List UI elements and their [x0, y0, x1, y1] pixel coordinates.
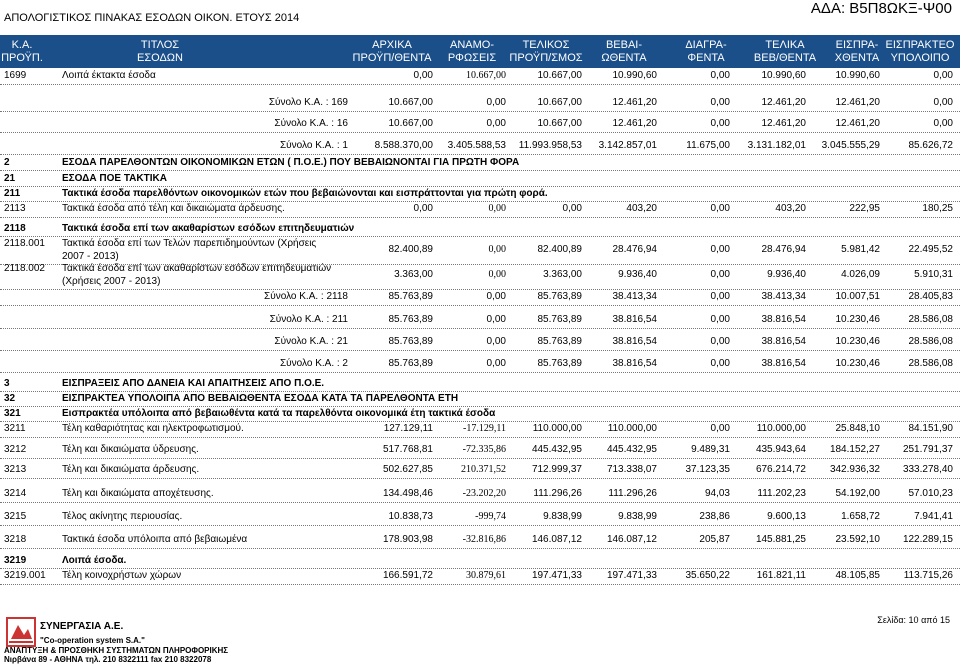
- subtotal-label: Σύνολο Κ.Α. : 21: [274, 336, 348, 347]
- value-cell: 7.941,41: [914, 511, 953, 522]
- value-cell: 85.763,89: [537, 358, 582, 369]
- value-cell: 0,00: [710, 118, 730, 129]
- value-cell: 85.763,89: [537, 336, 582, 347]
- value-cell: 145.881,25: [755, 534, 806, 545]
- value-cell: 38.816,54: [612, 358, 657, 369]
- column-header: ΤΙΤΛΟΣ ΕΣΟΔΩΝ: [137, 39, 183, 64]
- value-cell: 4.026,09: [841, 269, 880, 280]
- row-code: 3215: [4, 511, 27, 522]
- column-header: ΕΙΣΠΡΑ- ΧΘΕΝΤΑ: [834, 39, 880, 64]
- value-cell: 38.413,34: [761, 291, 806, 302]
- row-code: 3211: [4, 423, 26, 434]
- value-cell: 85.763,89: [537, 291, 582, 302]
- row-code: 3219: [4, 555, 27, 566]
- value-cell: -32.816,86: [462, 534, 506, 545]
- value-cell: 676.214,72: [755, 464, 806, 475]
- value-cell: 5.981,42: [841, 244, 880, 255]
- value-cell: 178.903,98: [382, 534, 433, 545]
- value-cell: 238,86: [699, 511, 730, 522]
- value-cell: 38.816,54: [761, 336, 806, 347]
- row-code: 3212: [4, 444, 27, 455]
- value-cell: 712.999,37: [531, 464, 582, 475]
- value-cell: 38.816,54: [761, 314, 806, 325]
- value-cell: 9.838,99: [543, 511, 582, 522]
- value-cell: 94,03: [704, 488, 730, 499]
- row-title: Τακτικά έσοδα από τέλη και δικαιώματα άρδευσης.: [62, 203, 285, 214]
- row-code: 211: [4, 188, 21, 199]
- value-cell: 0,00: [562, 203, 582, 214]
- row-code: 2118.001: [4, 238, 45, 249]
- value-cell: 85.763,89: [537, 314, 582, 325]
- value-cell: 8.588.370,00: [374, 140, 433, 151]
- value-cell: 85.763,89: [388, 336, 433, 347]
- value-cell: -17.129,11: [463, 423, 506, 434]
- value-cell: 403,20: [775, 203, 806, 214]
- value-cell: -72.335,86: [462, 444, 506, 455]
- value-cell: 110.000,00: [756, 423, 806, 434]
- value-cell: 0,00: [710, 336, 730, 347]
- row-title: ΕΣΟΔΑ ΠΑΡΕΛΘΟΝΤΩΝ ΟΙΚΟΝΟΜΙΚΩΝ ΕΤΩΝ ( Π.Ο.Ε.) ΠΟΥ ΒΕΒΑΙΩΝΟΝΤΑΙ ΓΙΑ ΠΡΩΤΗ ΦΟΡΑ: [62, 157, 520, 168]
- value-cell: 23.592,10: [835, 534, 880, 545]
- row-code: 21: [4, 173, 16, 184]
- value-cell: 1.658,72: [841, 511, 880, 522]
- value-cell: 0,00: [486, 314, 506, 325]
- value-cell: 85.763,89: [388, 314, 433, 325]
- value-cell: 10.667,00: [388, 97, 433, 108]
- value-cell: 445.432,95: [606, 444, 657, 455]
- subtotal-label: Σύνολο Κ.Α. : 1: [279, 140, 348, 151]
- value-cell: 12.461,20: [835, 118, 880, 129]
- value-cell: 0,00: [710, 423, 730, 434]
- value-cell: 30.879,61: [466, 570, 506, 581]
- value-cell: 0,00: [413, 70, 433, 81]
- value-cell: 28.405,83: [908, 291, 953, 302]
- value-cell: 0,00: [710, 244, 730, 255]
- ada-code: ΑΔΑ: Β5Π8ΩΚΞ-Ψ00: [810, 0, 952, 17]
- column-header: ΑΡΧΙΚΑ ΠΡΟΫΠ/ΘΕΝΤΑ: [352, 39, 432, 64]
- value-cell: 0,00: [933, 97, 953, 108]
- value-cell: 502.627,85: [382, 464, 433, 475]
- value-cell: 48.105,85: [835, 570, 880, 581]
- value-cell: 0,00: [710, 70, 730, 81]
- value-cell: 28.476,94: [761, 244, 806, 255]
- value-cell: 10.667,00: [537, 70, 582, 81]
- value-cell: 82.400,89: [388, 244, 433, 255]
- row-code: 2118.002: [4, 263, 45, 274]
- row-title: Τέλη καθαριότητας και ηλεκτροφωτισμού.: [62, 423, 244, 434]
- value-cell: 146.087,12: [531, 534, 582, 545]
- value-cell: 10.667,00: [537, 118, 582, 129]
- row-code: 2118: [4, 223, 26, 234]
- value-cell: 0,00: [486, 358, 506, 369]
- row-title: Εισπρακτέα υπόλοιπα από βεβαιωθέντα κατά τα παρελθόντα οικονομικά έτη τακτικά έσοδα: [62, 408, 496, 419]
- value-cell: 0,00: [413, 203, 433, 214]
- column-header: ΕΙΣΠΡΑΚΤΕΟ ΥΠΟΛΟΙΠΟ: [885, 39, 955, 64]
- row-title: Τέλος ακίνητης περιουσίας.: [62, 511, 183, 522]
- value-cell: 9.936,40: [767, 269, 806, 280]
- value-cell: 251.791,37: [902, 444, 953, 455]
- value-cell: 517.768,81: [382, 444, 433, 455]
- value-cell: 9.600,13: [767, 511, 806, 522]
- row-title: Τακτικά έσοδα επί των Τελών παρεπιδημούντων (Χρήσεις: [62, 238, 317, 249]
- value-cell: 205,87: [699, 534, 730, 545]
- value-cell: 127.129,11: [383, 423, 433, 434]
- row-code: 2: [4, 157, 10, 168]
- value-cell: 0,00: [710, 358, 730, 369]
- value-cell: 11.993.958,53: [518, 140, 582, 151]
- value-cell: 3.131.182,01: [747, 140, 806, 151]
- value-cell: 3.363,00: [543, 269, 582, 280]
- value-cell: 84.151,90: [908, 423, 953, 434]
- column-header: ΒΕΒΑΙ- ΩΘΕΝΤΑ: [601, 39, 647, 64]
- value-cell: 222,95: [849, 203, 880, 214]
- subtotal-label: Σύνολο Κ.Α. : 169: [268, 97, 348, 108]
- row-title: ΕΣΟΔΑ ΠΟΕ ΤΑΚΤΙΚΑ: [62, 173, 167, 184]
- value-cell: 3.045.555,29: [821, 140, 880, 151]
- value-cell: -23.202,20: [462, 488, 506, 499]
- value-cell: 10.667,00: [388, 118, 433, 129]
- value-cell: 0,00: [933, 70, 953, 81]
- row-title: Λοιπά έσοδα.: [62, 555, 127, 566]
- column-header: ΑΝΑΜΟ- ΡΦΩΣΕΙΣ: [447, 39, 497, 64]
- value-cell: 28.586,08: [908, 336, 953, 347]
- row-code: 321: [4, 408, 21, 419]
- value-cell: 28.586,08: [908, 314, 953, 325]
- value-cell: 85.626,72: [908, 140, 953, 151]
- value-cell: 10.230,46: [835, 336, 880, 347]
- value-cell: 0,00: [486, 336, 506, 347]
- value-cell: 0,00: [486, 291, 506, 302]
- subtotal-label: Σύνολο Κ.Α. : 2: [279, 358, 348, 369]
- value-cell: 9.838,99: [618, 511, 657, 522]
- value-cell: 10.990,60: [835, 70, 880, 81]
- value-cell: 10.230,46: [835, 314, 880, 325]
- value-cell: 85.763,89: [388, 291, 433, 302]
- row-code: 3214: [4, 488, 27, 499]
- value-cell: 11.675,00: [686, 140, 730, 151]
- value-cell: 0,00: [486, 118, 506, 129]
- row-title: Τακτικά έσοδα επί των ακαθαρίστων εσόδων επιτηδευματιών: [62, 223, 355, 234]
- value-cell: 3.405.588,53: [447, 140, 506, 151]
- footer-system: "Co-operation system S.A.": [40, 636, 145, 645]
- report-title: ΑΠΟΛΟΓΙΣΤΙΚΟΣ ΠΙΝΑΚΑΣ ΕΣΟΔΩΝ ΟΙΚΟΝ. ΕΤΟΥΣ 2014: [4, 12, 300, 24]
- value-cell: 57.010,23: [908, 488, 953, 499]
- subtotal-label: Σύνολο Κ.Α. : 211: [269, 314, 348, 325]
- column-header: ΔΙΑΓΡΑ- ΦΕΝΤΑ: [685, 39, 727, 64]
- value-cell: 25.848,10: [835, 423, 880, 434]
- value-cell: 10.667,00: [537, 97, 582, 108]
- column-header-band: [0, 35, 960, 68]
- row-code: 3219.001: [4, 570, 46, 581]
- row-title-cont: (Χρήσεις 2007 - 2013): [62, 276, 161, 287]
- row-code: 32: [4, 393, 16, 404]
- value-cell: 9.936,40: [618, 269, 657, 280]
- value-cell: 12.461,20: [761, 97, 806, 108]
- value-cell: 10.990,60: [761, 70, 806, 81]
- value-cell: 38.816,54: [612, 314, 657, 325]
- value-cell: 445.432,95: [531, 444, 582, 455]
- page-number: Σελίδα: 10 από 15: [877, 615, 950, 625]
- value-cell: 22.495,52: [908, 244, 953, 255]
- value-cell: 0,00: [710, 291, 730, 302]
- value-cell: 197.471,33: [531, 570, 582, 581]
- subtotal-label: Σύνολο Κ.Α. : 2118: [264, 291, 348, 302]
- value-cell: 28.476,94: [612, 244, 657, 255]
- value-cell: 54.192,00: [835, 488, 880, 499]
- value-cell: 0,00: [488, 269, 506, 280]
- value-cell: 122.289,15: [902, 534, 953, 545]
- value-cell: 184.152,27: [829, 444, 880, 455]
- column-header: ΤΕΛΙΚΟΣ ΠΡΟΫΠ/ΣΜΟΣ: [509, 39, 583, 64]
- value-cell: 403,20: [626, 203, 657, 214]
- value-cell: 12.461,20: [761, 118, 806, 129]
- value-cell: 10.990,60: [612, 70, 657, 81]
- row-title: Λοιπά έκτακτα έσοδα: [62, 70, 156, 81]
- value-cell: 82.400,89: [537, 244, 582, 255]
- value-cell: 10.007,51: [835, 291, 880, 302]
- value-cell: 0,00: [710, 203, 730, 214]
- value-cell: 38.413,34: [612, 291, 657, 302]
- value-cell: 342.936,32: [829, 464, 880, 475]
- value-cell: 111.202,23: [757, 488, 806, 499]
- value-cell: 166.591,72: [382, 570, 433, 581]
- row-code: 3: [4, 378, 10, 389]
- row-title-cont: 2007 - 2013): [62, 251, 119, 262]
- value-cell: 12.461,20: [612, 118, 657, 129]
- value-cell: 37.123,35: [685, 464, 730, 475]
- footer-address: Νιρβάνα 89 - ΑΘΗΝΑ τηλ. 210 8322111 fax 210 8322078: [4, 655, 212, 664]
- value-cell: 3.142.857,01: [598, 140, 657, 151]
- value-cell: 0,00: [488, 203, 506, 214]
- value-cell: 3.363,00: [394, 269, 433, 280]
- value-cell: 38.816,54: [612, 336, 657, 347]
- column-header: Κ.Α. ΠΡΟΫΠ.: [1, 39, 43, 64]
- column-header: ΤΕΛΙΚΑ ΒΕΒ/ΘΕΝΤΑ: [753, 39, 817, 64]
- value-cell: 5.910,31: [914, 269, 953, 280]
- value-cell: 146.087,12: [606, 534, 657, 545]
- value-cell: 9.489,31: [691, 444, 730, 455]
- row-title: Τέλη και δικαιώματα άρδευσης.: [62, 464, 200, 475]
- row-title: Τέλη και δικαιώματα αποχέτευσης.: [62, 488, 214, 499]
- logo-icon: [6, 617, 36, 647]
- row-code: 2113: [4, 203, 26, 214]
- row-title: ΕΙΣΠΡΑΞΕΙΣ ΑΠΟ ΔΑΝΕΙΑ ΚΑΙ ΑΠΑΙΤΗΣΕΙΣ ΑΠΟ Π.Ο.Ε.: [62, 378, 325, 389]
- value-cell: 35.650,22: [685, 570, 730, 581]
- value-cell: 0,00: [486, 97, 506, 108]
- row-title: Τέλη κοινοχρήστων χώρων: [62, 570, 182, 581]
- value-cell: 110.000,00: [532, 423, 582, 434]
- value-cell: 111.296,26: [533, 488, 582, 499]
- value-cell: 113.715,26: [903, 570, 953, 581]
- value-cell: 0,00: [710, 314, 730, 325]
- value-cell: 197.471,33: [606, 570, 657, 581]
- value-cell: 38.816,54: [761, 358, 806, 369]
- value-cell: 10.667,00: [466, 70, 506, 81]
- value-cell: 435.943,64: [755, 444, 806, 455]
- row-title: Τακτικά έσοδα παρελθόντων οικονομικών ετών που βεβαιώνονται και εισπράττονται για πρώτη φορά.: [62, 188, 548, 199]
- footer-company: ΣΥΝΕΡΓΑΣΙΑ Α.Ε.: [40, 621, 124, 632]
- value-cell: 210.371,52: [461, 464, 506, 475]
- footer-tagline: ΑΝΑΠΤΥΞΗ & ΠΡΟΣΘΗΚΗ ΣΥΣΤΗΜΑΤΩΝ ΠΛΗΡΟΦΟΡΙΚΗΣ: [4, 646, 229, 655]
- value-cell: 0,00: [710, 97, 730, 108]
- row-title: Τακτικά έσοδα υπόλοιπα από βεβαιωμένα: [62, 534, 248, 545]
- value-cell: 0,00: [710, 269, 730, 280]
- value-cell: -999,74: [475, 511, 506, 522]
- value-cell: 134.498,46: [382, 488, 433, 499]
- company-logo: [6, 617, 36, 647]
- value-cell: 0,00: [488, 244, 506, 255]
- value-cell: 85.763,89: [388, 358, 433, 369]
- row-title: ΕΙΣΠΡΑΚΤΕΑ ΥΠΟΛΟΙΠΑ ΑΠΟ ΒΕΒΑΙΩΘΕΝΤΑ ΕΣΟΔΑ ΚΑΤΑ ΤΑ ΠΑΡΕΛΘΟΝΤΑ ΕΤΗ: [62, 393, 459, 404]
- value-cell: 28.586,08: [908, 358, 953, 369]
- row-code: 1699: [4, 70, 27, 81]
- value-cell: 333.278,40: [902, 464, 953, 475]
- row-title: Τέλη και δικαιώματα ύδρευσης.: [62, 444, 199, 455]
- value-cell: 10.230,46: [835, 358, 880, 369]
- row-code: 3218: [4, 534, 27, 545]
- value-cell: 12.461,20: [612, 97, 657, 108]
- row-title: Τακτικά έσοδα επί των ακαθαρίστων εσόδων επιτηδευματιών: [62, 263, 332, 274]
- value-cell: 10.838,73: [388, 511, 433, 522]
- value-cell: 713.338,07: [606, 464, 657, 475]
- value-cell: 111.296,26: [608, 488, 657, 499]
- value-cell: 161.821,11: [756, 570, 806, 581]
- row-code: 3213: [4, 464, 27, 475]
- value-cell: 180,25: [922, 203, 953, 214]
- value-cell: 110.000,00: [607, 423, 657, 434]
- value-cell: 12.461,20: [835, 97, 880, 108]
- value-cell: 0,00: [933, 118, 953, 129]
- subtotal-label: Σύνολο Κ.Α. : 16: [274, 118, 348, 129]
